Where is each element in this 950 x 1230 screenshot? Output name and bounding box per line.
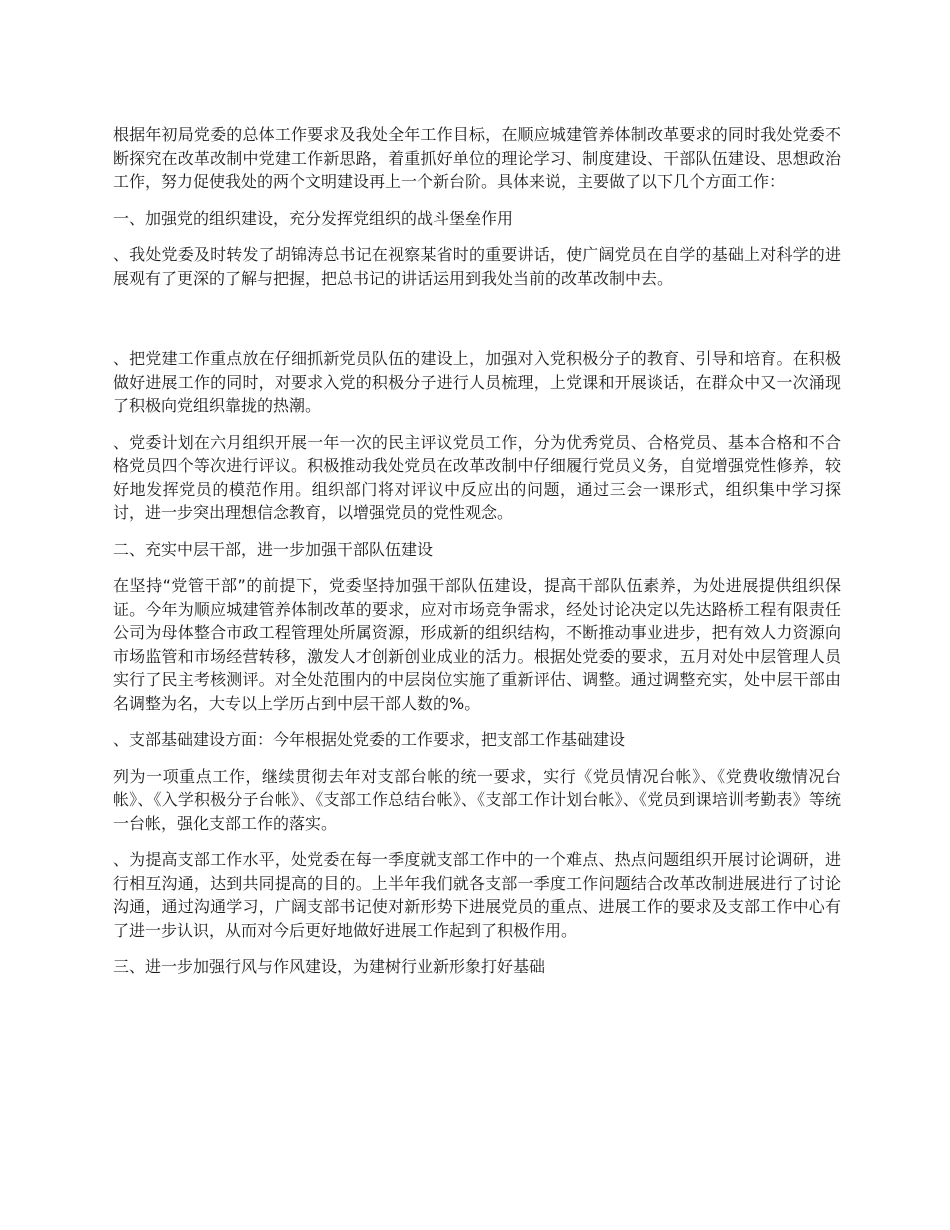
body-paragraph: 、党委计划在六月组织开展一年一次的民主评议党员工作，分为优秀党员、合格党员、基本合格和不合格党员四个等次进行评议。积极推动我处党员在改革改制中仔细履行党员义务，自觉增强党性修养，较好地发挥党员的模范作用。组织部门将对评议中反应出的问题，通过三会一课形式，组织集中学习探讨，进一步突出理想信念教育，以增强党员的党性观念。 — [113, 432, 841, 522]
body-paragraph: 、把党建工作重点放在仔细抓新党员队伍的建设上，加强对入党积极分子的教育、引导和培育。在积极做好进展工作的同时，对要求入党的积极分子进行人员梳理，上党课和开展谈话，在群众中又一次涌现了积极向党组织靠拢的热潮。 — [113, 349, 841, 415]
body-paragraph: 列为一项重点工作，继续贯彻去年对支部台帐的统一要求，实行《党员情况台帐》、《党费收缴情况台帐》、《入学积极分子台帐》、《支部工作总结台帐》、《支部工作计划台帐》、《党员到课培训考勤表》等统一台帐，强化支部工作的落实。 — [113, 766, 841, 833]
intro-paragraph: 根据年初局党委的总体工作要求及我处全年工作目标，在顺应城建管养体制改革要求的同时我处党委不断探究在改革改制中党建工作新思路，着重抓好单位的理论学习、制度建设、干部队伍建设、思想政治工作，努力促使我处的两个文明建设再上一个新台阶。具体来说，主要做了以下几个方面工作： — [113, 125, 841, 191]
section-heading-3: 三、进一步加强行风与作风建设，为建树行业新形象打好基础 — [113, 957, 546, 976]
document-body — [113, 123, 841, 992]
section-heading-2: 二、充实中层干部，进一步加强干部队伍建设 — [113, 539, 434, 559]
section-heading-1: 一、加强党的组织建设，充分发挥党组织的战斗堡垒作用 — [113, 208, 514, 228]
body-paragraph: 、为提高支部工作水平，处党委在每一季度就支部工作中的一个难点、热点问题组织开展讨论调研，进行相互沟通，达到共同提高的目的。上半年我们就各支部一季度工作问题结合改革改制进展进行了讨论沟通，通过沟通学习，广阔支部书记使对新形势下进展党员的重点、进展工作的要求及支部工作中心有了进一步认识，从而对今后更好地做好进展工作起到了积极作用。 — [113, 850, 841, 940]
body-paragraph: 、我处党委及时转发了胡锦涛总书记在视察某省时的重要讲话，使广阔党员在自学的基础上对科学的进展观有了更深的了解与把握，把总书记的讲话运用到我处当前的改革改制中去。 — [113, 245, 841, 288]
body-paragraph: 在坚持“党管干部”的前提下，党委坚持加强干部队伍建设，提高干部队伍素养，为处进展提供组织保证。今年为顺应城建管养体制改革的要求，应对市场竞争需求，经处讨论决定以先达路桥工程有限责任公司为母体整合市政工程管理处所属资源，形成新的组织结构，不断推动事业进步，把有效人力资源向市场监管和市场经营转移，激发人才创新创业成业的活力。根据处党委的要求，五月对处中层管理人员实行了民主考核测评。对全处范围内的中层岗位实施了重新评估、调整。通过调整充实，处中层干部由名调整为名，大专以上学历占到中层干部人数的%。 — [113, 576, 841, 713]
body-paragraph: 、支部基础建设方面：今年根据处党委的工作要求，把支部工作基础建设 — [113, 730, 626, 749]
